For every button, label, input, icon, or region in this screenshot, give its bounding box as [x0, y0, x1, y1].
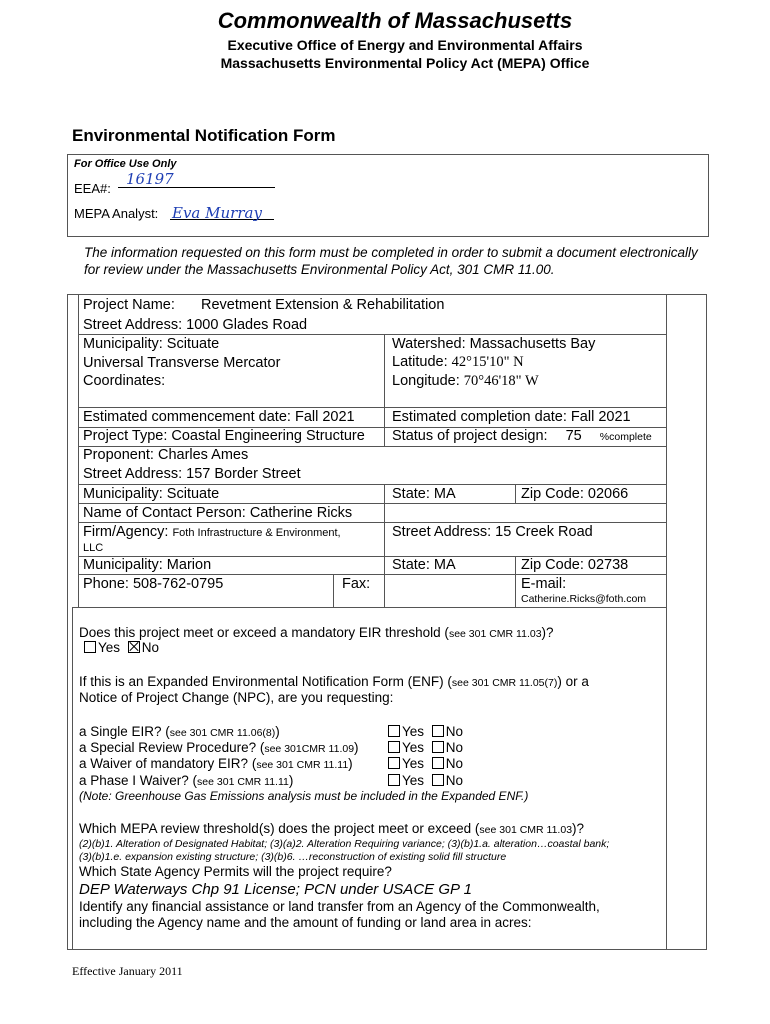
eir-no-checkbox[interactable]	[128, 641, 140, 653]
proponent-state-field[interactable]: State: MA	[392, 486, 456, 502]
eir-threshold-question: Does this project meet or exceed a mandatory EIR threshold (see 301 CMR 11.03)?	[79, 625, 554, 640]
contact-person-field[interactable]: Name of Contact Person: Catherine Ricks	[83, 505, 353, 521]
single-eir-question: a Single EIR? (see 301 CMR 11.06(8))	[79, 724, 280, 739]
eir-threshold-options	[84, 640, 159, 655]
eir-yes-checkbox[interactable]	[84, 641, 96, 653]
row-rule	[78, 407, 666, 408]
project-street-field[interactable]: Street Address: 1000 Glades Road	[83, 317, 308, 333]
phase-one-waiver-question: a Phase I Waiver? (see 301 CMR 11.11)	[79, 773, 294, 788]
waiver-eir-no-checkbox[interactable]	[432, 757, 444, 769]
no-label: No	[445, 773, 464, 788]
design-status-label: Status of project design:	[392, 428, 548, 444]
latitude-value: 42°15'10" N	[451, 354, 524, 370]
page-title: Commonwealth of Massachusetts	[217, 8, 573, 33]
project-type-field[interactable]: Project Type: Coastal Engineering Structure	[83, 428, 365, 444]
contact-zip-field[interactable]: Zip Code: 02738	[521, 557, 629, 573]
longitude-value: 70°46'18" W	[463, 373, 539, 389]
phase-one-waiver-yes-checkbox[interactable]	[388, 774, 400, 786]
yes-label: Yes	[402, 773, 425, 788]
email-field[interactable]: Catherine.Ricks@foth.com	[521, 593, 647, 605]
eir-yes-label: Yes	[98, 640, 121, 655]
col-rule	[515, 484, 516, 503]
firm-agency-value-line2: LLC	[83, 542, 104, 554]
thresholds-question: Which MEPA review threshold(s) does the project meet or exceed (see 301 CMR 11.03)?	[79, 821, 585, 836]
financial-question-line1: Identify any financial assistance or land transfer from an Agency of the Commonwealth,	[79, 899, 600, 914]
utm-label-line1: Universal Transverse Mercator	[83, 355, 281, 371]
intro-line-2: for review under the Massachusetts Environmental Policy Act, 301 CMR 11.00.	[84, 262, 555, 277]
permits-question: Which State Agency Permits will the project require?	[79, 864, 392, 879]
completion-date-field[interactable]: Estimated completion date: Fall 2021	[392, 409, 631, 425]
firm-agency-value: Foth Infrastructure & Environment,	[172, 527, 341, 539]
footer-effective-date: Effective January 2011	[72, 964, 183, 978]
no-label: No	[445, 724, 464, 739]
firm-agency-field[interactable]	[83, 524, 341, 540]
contact-street-field[interactable]: Street Address: 15 Creek Road	[392, 524, 593, 540]
thresholds-answer-line1[interactable]: (2)(b)1. Alteration of Designated Habitat; (3)(a)2. Alteration Requiring variance; (3)(b)1.a. alteration…coastal bank;	[79, 838, 610, 850]
enf-question-line2: Notice of Project Change (NPC), are you requesting:	[79, 690, 394, 705]
col-rule	[333, 574, 334, 607]
col-rule	[78, 294, 79, 607]
contact-municipality-field[interactable]: Municipality: Marion	[83, 557, 212, 573]
no-label: No	[445, 756, 464, 771]
proponent-street-field[interactable]: Street Address: 157 Border Street	[83, 466, 301, 482]
firm-agency-label: Firm/Agency:	[83, 524, 169, 540]
mepa-analyst-field[interactable]: Eva Murray	[172, 204, 262, 222]
fax-field[interactable]: Fax:	[342, 576, 371, 592]
form-title: Environmental Notification Form	[72, 126, 336, 145]
yes-label: Yes	[402, 724, 425, 739]
latitude-field[interactable]	[392, 354, 524, 371]
phase-one-waiver-no-checkbox[interactable]	[432, 774, 444, 786]
col-rule	[666, 294, 667, 607]
design-status-value: 75	[565, 428, 582, 444]
utm-label-line2: Coordinates:	[83, 373, 166, 389]
eea-label: EEA#:	[74, 181, 111, 196]
yes-label: Yes	[402, 756, 425, 771]
row-rule	[78, 484, 666, 485]
office-name-line2: Massachusetts Environmental Policy Act (MEPA) Office	[220, 55, 590, 71]
yes-label: Yes	[402, 740, 425, 755]
design-status-field[interactable]	[392, 428, 652, 444]
longitude-field[interactable]	[392, 373, 539, 390]
col-rule	[666, 607, 667, 950]
ghg-note: (Note: Greenhouse Gas Emissions analysis must be included in the Expanded ENF.)	[79, 789, 529, 803]
special-review-options	[388, 740, 463, 755]
special-review-yes-checkbox[interactable]	[388, 741, 400, 753]
project-name-label: Project Name:	[83, 297, 175, 313]
single-eir-no-checkbox[interactable]	[432, 725, 444, 737]
row-rule	[78, 522, 666, 523]
eir-no-label: No	[141, 640, 160, 655]
latitude-label: Latitude:	[392, 354, 448, 370]
permits-answer[interactable]: DEP Waterways Chp 91 License; PCN under USACE GP 1	[79, 881, 472, 898]
contact-state-field[interactable]: State: MA	[392, 557, 456, 573]
special-review-no-checkbox[interactable]	[432, 741, 444, 753]
row-rule	[78, 334, 666, 335]
watershed-field[interactable]: Watershed: Massachusetts Bay	[392, 336, 596, 352]
single-eir-options	[388, 724, 463, 739]
design-status-unit: %complete	[599, 431, 652, 443]
waiver-eir-question: a Waiver of mandatory EIR? (see 301 CMR 11.11)	[79, 756, 353, 771]
special-review-question: a Special Review Procedure? (see 301CMR 11.09)	[79, 740, 359, 755]
phase-one-waiver-options	[388, 773, 463, 788]
col-rule	[384, 334, 385, 447]
project-municipality-field[interactable]: Municipality: Scituate	[83, 336, 220, 352]
office-use-heading: For Office Use Only	[74, 158, 177, 170]
email-label: E-mail:	[521, 576, 567, 592]
thresholds-answer-line2[interactable]: (3)(b)1.e. expansion existing structure; (3)(b)6. …reconstruction of existing solid fill structure	[79, 851, 507, 863]
waiver-eir-options	[388, 756, 463, 771]
row-rule	[78, 503, 666, 504]
longitude-label: Longitude:	[392, 373, 460, 389]
analyst-label: MEPA Analyst:	[74, 206, 159, 221]
financial-question-line2: including the Agency name and the amount of funding or land area in acres:	[79, 915, 532, 930]
commencement-date-field[interactable]: Estimated commencement date: Fall 2021	[83, 409, 355, 425]
single-eir-yes-checkbox[interactable]	[388, 725, 400, 737]
office-use-box	[67, 154, 709, 237]
intro-line-1: The information requested on this form must be completed in order to submit a document electronically	[84, 245, 698, 260]
proponent-municipality-field[interactable]: Municipality: Scituate	[83, 486, 220, 502]
phone-field[interactable]: Phone: 508-762-0795	[83, 576, 224, 592]
no-label: No	[445, 740, 464, 755]
office-name-line1: Executive Office of Energy and Environmental Affairs	[227, 37, 583, 53]
proponent-zip-field[interactable]: Zip Code: 02066	[521, 486, 629, 502]
col-rule	[515, 556, 516, 607]
enf-question-line1: If this is an Expanded Environmental Notification Form (ENF) (see 301 CMR 11.05(7)) or a	[79, 674, 589, 689]
col-rule	[72, 607, 73, 950]
row-rule	[72, 607, 667, 608]
col-rule	[384, 484, 385, 607]
row-rule	[78, 574, 666, 575]
eea-number-field[interactable]: 16197	[126, 170, 174, 188]
project-name-field[interactable]: Revetment Extension & Rehabilitation	[201, 297, 445, 313]
waiver-eir-yes-checkbox[interactable]	[388, 757, 400, 769]
proponent-name-field[interactable]: Proponent: Charles Ames	[83, 447, 249, 463]
